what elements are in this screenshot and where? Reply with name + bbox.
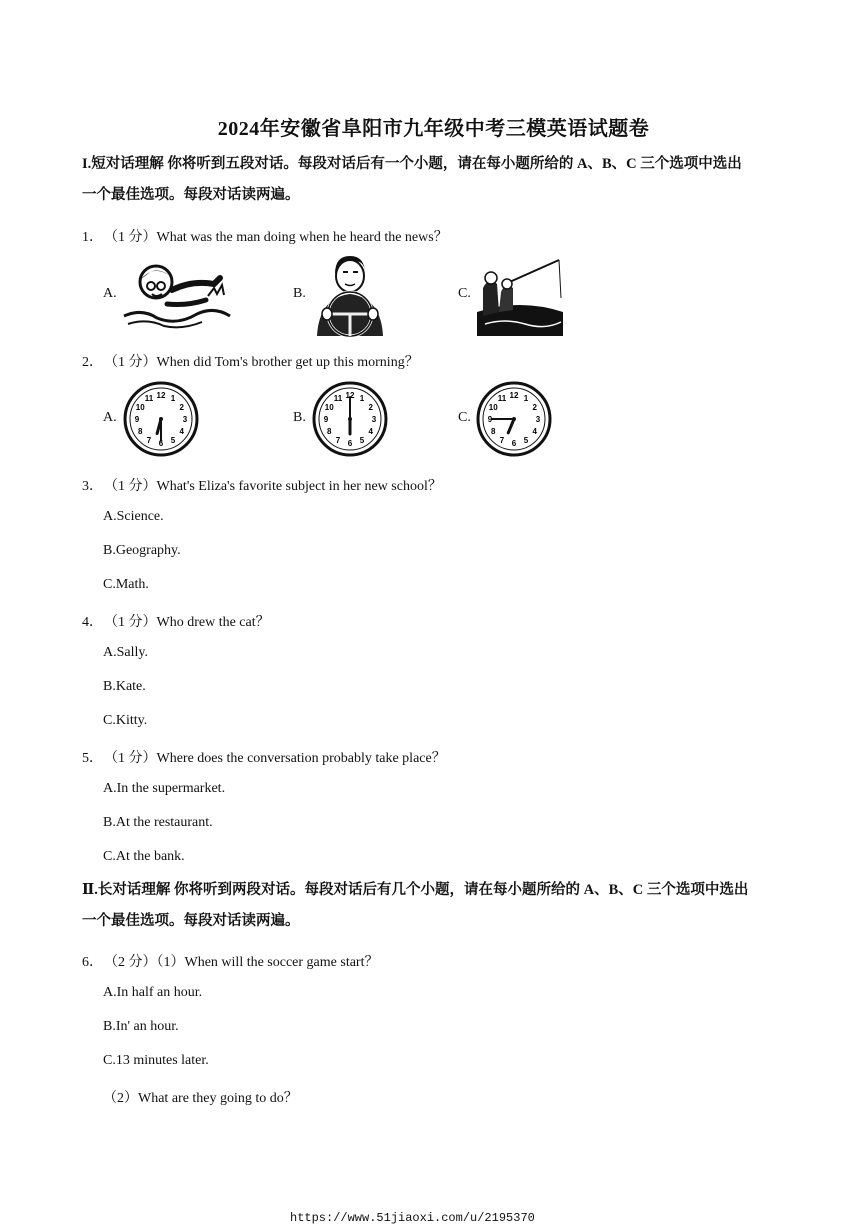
clock-image-c — [475, 380, 553, 458]
clock-numeral: 8 — [326, 427, 332, 436]
clock-numeral: 9 — [487, 415, 493, 424]
question-number: 3． — [82, 479, 103, 494]
question-6 — [82, 951, 378, 971]
option-b: B.At the restaurant. — [103, 815, 213, 830]
clock-numeral: 3 — [182, 415, 188, 424]
clock-numeral: 6 — [347, 439, 353, 448]
picture-option-label-a: A. — [103, 286, 117, 301]
clock-numeral: 2 — [532, 403, 538, 412]
question-text: （1 分）What was the man doing when he heard the news？ — [104, 230, 448, 245]
question-3 — [82, 475, 442, 495]
clock-numeral: 6 — [158, 439, 164, 448]
footer-url: https://www.51jiaoxi.com/u/2195370 — [290, 1211, 535, 1225]
clock-numeral: 4 — [179, 427, 185, 436]
option-a: A.In half an hour. — [103, 985, 203, 1000]
section-1-instructions — [82, 149, 792, 211]
clock-numeral: 2 — [179, 403, 185, 412]
clock-numeral: 9 — [323, 415, 329, 424]
question-2 — [82, 351, 419, 371]
clock-numeral: 10 — [488, 403, 498, 412]
question-text: （1 分）What's Eliza's favorite subject in her new school？ — [104, 479, 442, 494]
clock-numeral: 12 — [509, 391, 519, 400]
clock-numeral: 8 — [490, 427, 496, 436]
clock-numeral: 12 — [156, 391, 166, 400]
section-1-line-2: 一个最佳选项。每段对话读两遍。 — [82, 187, 300, 203]
clock-image-b — [311, 380, 389, 458]
question-number: 4． — [82, 615, 103, 630]
clock-numeral: 3 — [371, 415, 377, 424]
clock-numeral: 5 — [523, 435, 529, 445]
page-title: 2024年安徽省阜阳市九年级中考三模英语试题卷 — [217, 118, 650, 140]
sub-question-2: （2）What are they going to do？ — [103, 1091, 298, 1106]
clock-numeral: 7 — [499, 435, 505, 445]
clock-numeral: 11 — [497, 394, 507, 404]
swimming-man-image — [122, 260, 232, 332]
clock-numeral: 5 — [359, 435, 365, 445]
clock-numeral: 5 — [170, 435, 176, 445]
question-text: （1 分）Who drew the cat？ — [104, 615, 270, 630]
clock-numeral: 4 — [532, 427, 538, 436]
clock-image-a — [122, 380, 200, 458]
clock-numeral: 11 — [333, 394, 343, 404]
clock-numeral: 9 — [134, 415, 140, 424]
clock-numeral: 12 — [345, 391, 355, 400]
question-text: （2 分）（1）When will the soccer game start？ — [104, 955, 379, 970]
picture-option-label-c: C. — [458, 410, 471, 425]
fishing-man-image — [475, 258, 565, 338]
question-number: 6． — [82, 955, 103, 970]
picture-option-label-c: C. — [458, 286, 471, 301]
section-2-line-1: Ⅱ.长对话理解 你将听到两段对话。每段对话后有几个小题，请在每小题所给的 A、B、C 三个选项中选出 — [82, 882, 749, 898]
question-5 — [82, 747, 446, 767]
option-b: B.In' an hour. — [103, 1019, 179, 1034]
question-4 — [82, 611, 270, 631]
clock-numeral: 10 — [135, 403, 145, 412]
question-text: （1 分）Where does the conversation probably take place？ — [104, 751, 446, 766]
clock-numeral: 1 — [359, 394, 365, 404]
section-2-instructions — [82, 875, 792, 937]
section-1-line-1: I.短对话理解 你将听到五段对话。每段对话后有一个小题，请在每小题所给的 A、B、C 三个选项中选出 — [82, 156, 742, 172]
picture-option-label-b: B. — [293, 410, 306, 425]
question-number: 1． — [82, 230, 103, 245]
option-b: B.Kate. — [103, 679, 146, 694]
clock-numeral: 7 — [146, 435, 152, 445]
option-c: C.Math. — [103, 577, 149, 592]
clock-numeral: 6 — [511, 439, 517, 448]
picture-option-label-b: B. — [293, 286, 306, 301]
option-c: C.At the bank. — [103, 849, 185, 864]
question-number: 2． — [82, 355, 103, 370]
option-a: A.In the supermarket. — [103, 781, 226, 796]
section-2-line-2: 一个最佳选项。每段对话读两遍。 — [82, 913, 300, 929]
clock-numeral: 4 — [368, 427, 374, 436]
clock-numeral: 1 — [523, 394, 529, 404]
option-a: A.Science. — [103, 509, 164, 524]
clock-numeral: 11 — [144, 394, 154, 404]
clock-numeral: 10 — [324, 403, 334, 412]
clock-numeral: 3 — [535, 415, 541, 424]
question-1 — [82, 226, 448, 246]
question-number: 5． — [82, 751, 103, 766]
clock-numeral: 2 — [368, 403, 374, 412]
option-b: B.Geography. — [103, 543, 181, 558]
clock-numeral: 1 — [170, 394, 176, 404]
option-a: A.Sally. — [103, 645, 148, 660]
clock-numeral: 7 — [335, 435, 341, 445]
picture-option-label-a: A. — [103, 410, 117, 425]
question-text: （1 分）When did Tom's brother get up this morning？ — [104, 355, 419, 370]
option-c: C.13 minutes later. — [103, 1053, 209, 1068]
driving-man-image — [305, 252, 391, 338]
option-c: C.Kitty. — [103, 713, 148, 728]
clock-numeral: 8 — [137, 427, 143, 436]
